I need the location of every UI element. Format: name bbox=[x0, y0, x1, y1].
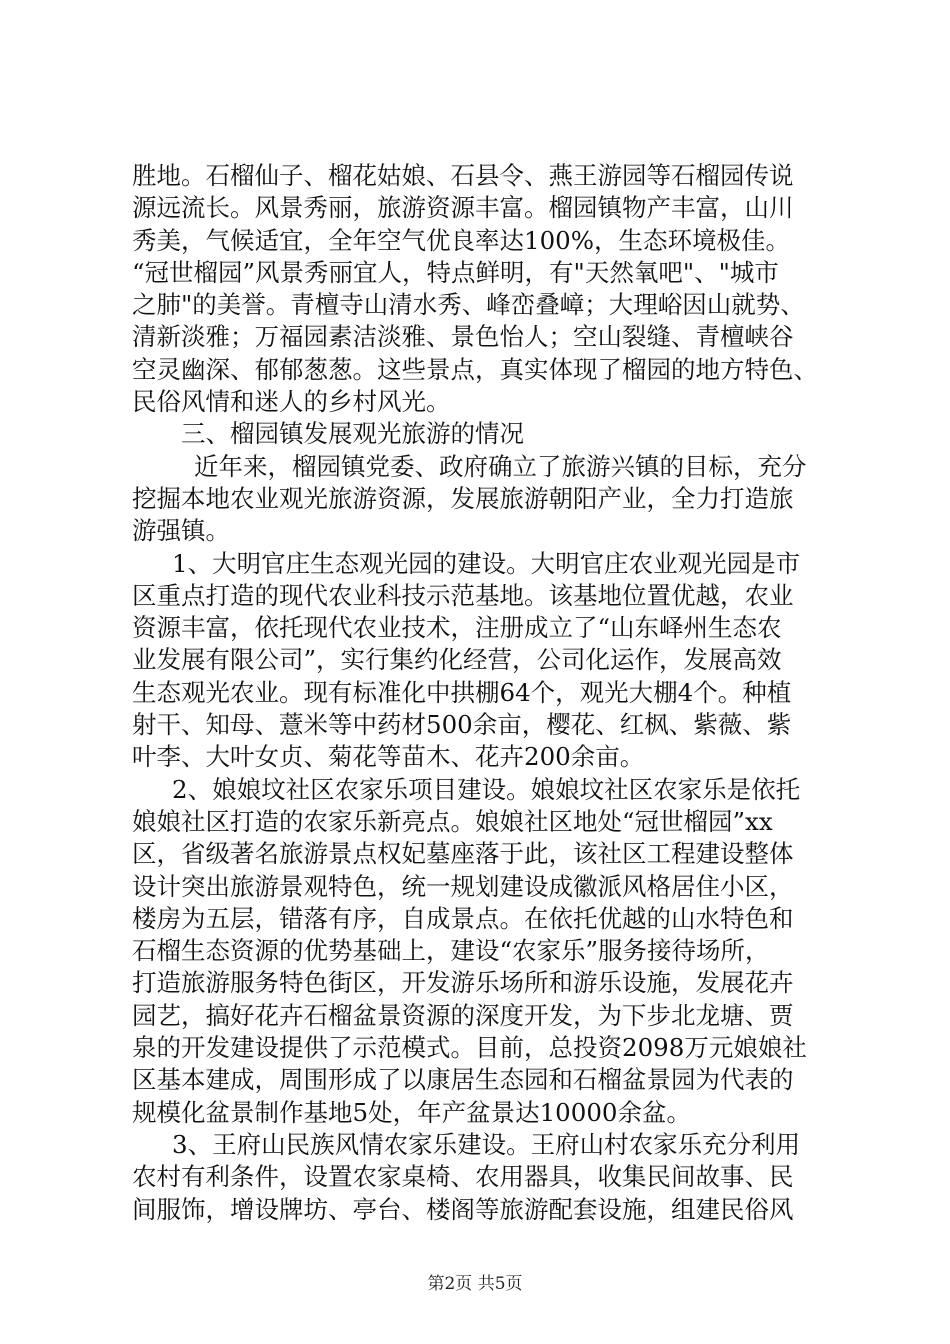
body-line: 源远流长。风景秀丽，旅游资源丰富。榴园镇物产丰富，山川 bbox=[132, 193, 794, 223]
body-line: 石榴生态资源的优势基础上，建设“农家乐”服务接待场所， bbox=[132, 936, 770, 966]
body-line: 空灵幽深、郁郁葱葱。这些景点，真实体现了榴园的地方特色、 bbox=[132, 354, 818, 384]
body-line: 游强镇。 bbox=[132, 516, 230, 546]
body-line: 近年来，榴园镇党委、政府确立了旅游兴镇的目标，充分 bbox=[194, 451, 807, 481]
body-line: 胜地。石榴仙子、榴花姑娘、石县令、燕王游园等石榴园传说 bbox=[132, 161, 794, 190]
body-line: 娘娘社区打造的农家乐新亮点。娘娘社区地处“冠世榴园”xx bbox=[132, 806, 773, 836]
body-line: 区重点打造的现代农业科技示范基地。该基地位置优越，农业 bbox=[132, 580, 794, 610]
body-line: 设计突出旅游景观特色，统一规划建设成徽派风格居住小区， bbox=[132, 871, 794, 901]
body-line: 1、大明官庄生态观光园的建设。大明官庄农业观光园是市 bbox=[172, 548, 801, 578]
body-line: 规模化盆景制作基地5处，年产盆景达10000余盆。 bbox=[132, 1097, 692, 1127]
body-line: 民俗风情和迷人的乡村风光。 bbox=[132, 387, 451, 417]
body-line: 生态观光农业。现有标准化中拱棚64个，观光大棚4个。种植 bbox=[132, 677, 792, 707]
body-line: 射干、知母、薏米等中药材500余亩，樱花、红枫、紫薇、紫 bbox=[132, 710, 792, 740]
body-line: 挖掘本地农业观光旅游资源，发展旅游朝阳产业，全力打造旅 bbox=[132, 483, 794, 513]
body-line: 秀美，气候适宜，全年空气优良率达100%，生态环境极佳。 bbox=[132, 225, 791, 255]
body-line: “冠世榴园”风景秀丽宜人，特点鲜明，有"天然氧吧"、"城市 bbox=[132, 257, 779, 287]
body-line: 区，省级著名旅游景点权妃墓座落于此，该社区工程建设整体 bbox=[132, 839, 794, 869]
page-number-footer: 第2页 共5页 bbox=[427, 1274, 523, 1294]
body-line: 打造旅游服务特色街区，开发游乐场所和游乐设施，发展花卉 bbox=[132, 968, 794, 998]
section-heading: 三、榴园镇发展观光旅游的情况 bbox=[181, 419, 524, 449]
body-line: 资源丰富，依托现代农业技术，注册成立了“山东峄州生态农 bbox=[132, 613, 782, 643]
body-line: 3、王府山民族风情农家乐建设。王府山村农家乐充分利用 bbox=[172, 1129, 801, 1159]
body-line: 区基本建成，周围形成了以康居生态园和石榴盆景园为代表的 bbox=[132, 1065, 794, 1095]
body-line: 业发展有限公司”，实行集约化经营，公司化运作，发展高效 bbox=[132, 645, 782, 675]
body-line: 清新淡雅；万福园素洁淡雅、景色怡人；空山裂缝、青檀峡谷 bbox=[132, 322, 794, 352]
body-line: 楼房为五层，错落有序，自成景点。在依托优越的山水特色和 bbox=[132, 903, 794, 933]
body-line: 2、娘娘坟社区农家乐项目建设。娘娘坟社区农家乐是依托 bbox=[172, 774, 801, 804]
body-line: 园艺，搞好花卉石榴盆景资源的深度开发，为下步北龙塘、贾 bbox=[132, 1000, 794, 1030]
body-line: 间服饰，增设牌坊、亭台、楼阁等旅游配套设施，组建民俗风 bbox=[132, 1194, 794, 1224]
body-line: 泉的开发建设提供了示范模式。目前，总投资2098万元娘娘社 bbox=[132, 1033, 807, 1063]
body-line: 之肺"的美誉。青檀寺山清水秀、峰峦叠嶂；大理峪因山就势、 bbox=[132, 290, 805, 320]
body-line: 叶李、大叶女贞、菊花等苗木、花卉200余亩。 bbox=[132, 742, 645, 772]
document-body bbox=[132, 160, 832, 1226]
body-line: 农村有利条件，设置农家桌椅、农用器具，收集民间故事、民 bbox=[132, 1162, 794, 1192]
